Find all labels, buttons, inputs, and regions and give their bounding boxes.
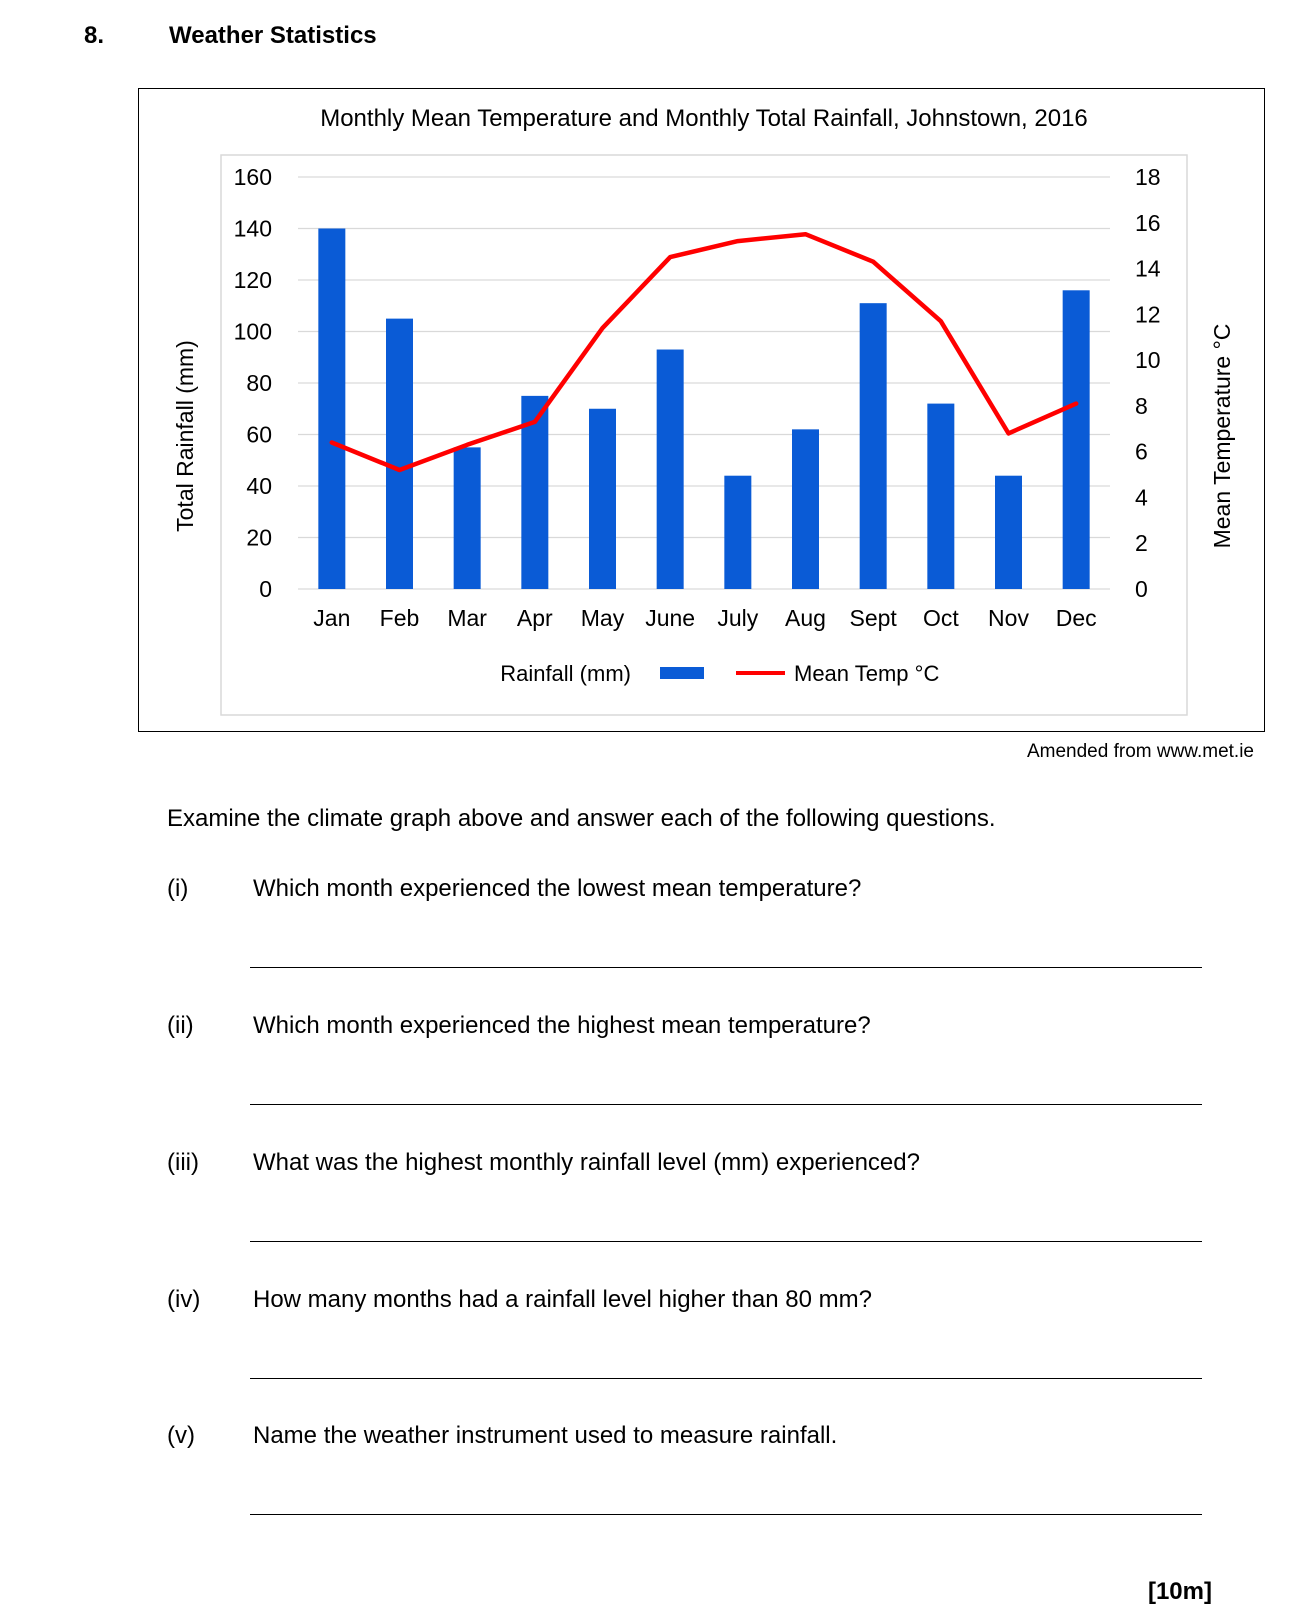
question-text-iii: What was the highest monthly rainfall level (mm) experienced? [253,1149,920,1176]
rainfall-bar-feb [386,319,413,589]
right-tick-label: 8 [1135,392,1148,419]
question-text-iv: How many months had a rainfall level higher than 80 mm? [253,1286,872,1313]
question-label-v: (v) [167,1422,195,1449]
left-tick-label: 0 [259,576,272,602]
question-label-iii: (iii) [167,1149,199,1176]
rainfall-bar-nov [995,476,1022,589]
climate-chart [0,0,1310,740]
answer-line-v[interactable] [250,1514,1202,1515]
left-tick-label: 20 [246,524,272,551]
left-axis-label: Total Rainfall (mm) [172,340,198,532]
x-tick-label: Jan [313,605,351,631]
answer-line-iii[interactable] [250,1241,1202,1242]
question-label-iv: (iv) [167,1286,201,1313]
left-tick-label: 40 [246,473,272,499]
x-tick-label: Feb [379,605,420,631]
answer-line-ii[interactable] [250,1104,1202,1105]
x-tick-label: June [645,605,696,631]
answer-line-i[interactable] [250,967,1202,968]
legend [500,661,939,686]
question-text-i: Which month experienced the lowest mean temperature? [253,875,862,902]
right-tick-label: 4 [1135,484,1148,511]
x-tick-label: Dec [1055,605,1097,631]
right-tick-label: 0 [1135,576,1148,602]
right-tick-label: 18 [1135,164,1161,190]
right-tick-label: 10 [1135,347,1161,374]
rainfall-bar-may [589,409,616,589]
x-tick-label: Nov [988,605,1029,631]
x-tick-label: Aug [785,605,826,631]
instructions: Examine the climate graph above and answer each of the following questions. [167,805,996,832]
rainfall-bar-aug [792,429,819,589]
question-label-i: (i) [167,875,189,902]
rainfall-bar-sept [860,303,887,589]
chart-title: Monthly Mean Temperature and Monthly Total Rainfall, Johnstown, 2016 [320,105,1088,132]
rainfall-bar-july [724,476,751,589]
rainfall-bar-oct [927,404,954,589]
question-number: 8. [84,22,105,49]
right-tick-label: 12 [1135,301,1161,328]
x-tick-label: Oct [922,605,959,631]
right-tick-label: 6 [1135,438,1148,465]
right-tick-label: 16 [1135,209,1161,236]
left-tick-label: 160 [233,164,272,190]
left-tick-label: 80 [246,370,272,396]
question-text-v: Name the weather instrument used to measure rainfall. [253,1422,838,1449]
answer-line-iv[interactable] [250,1378,1202,1379]
rainfall-bar-dec [1063,290,1090,589]
question-text-ii: Which month experienced the highest mean temperature? [253,1012,871,1039]
left-tick-label: 60 [246,421,272,448]
rainfall-bar-jan [318,229,345,590]
left-tick-label: 120 [233,267,272,293]
legend-rainfall-swatch [660,667,704,679]
question-label-ii: (ii) [167,1012,194,1039]
x-tick-label: May [580,605,625,631]
right-axis-label: Mean Temperature °C [1209,323,1235,549]
rainfall-bar-june [657,350,684,589]
x-tick-label: Apr [516,605,553,631]
left-tick-label: 140 [233,215,272,242]
marks: [10m] [1147,1578,1212,1605]
x-tick-label: July [717,605,759,631]
x-tick-label: Mar [447,605,487,631]
x-tick-label: Sept [849,605,897,631]
legend-rainfall-label: Rainfall (mm) [500,661,631,686]
legend-temp-label: Mean Temp °C [794,661,940,686]
right-tick-label: 14 [1135,255,1161,282]
left-tick-label: 100 [233,318,272,345]
rainfall-bar-mar [454,447,481,589]
source-note: Amended from www.met.ie [1026,741,1254,762]
right-tick-label: 2 [1135,530,1148,557]
question-title: Weather Statistics [169,22,377,49]
